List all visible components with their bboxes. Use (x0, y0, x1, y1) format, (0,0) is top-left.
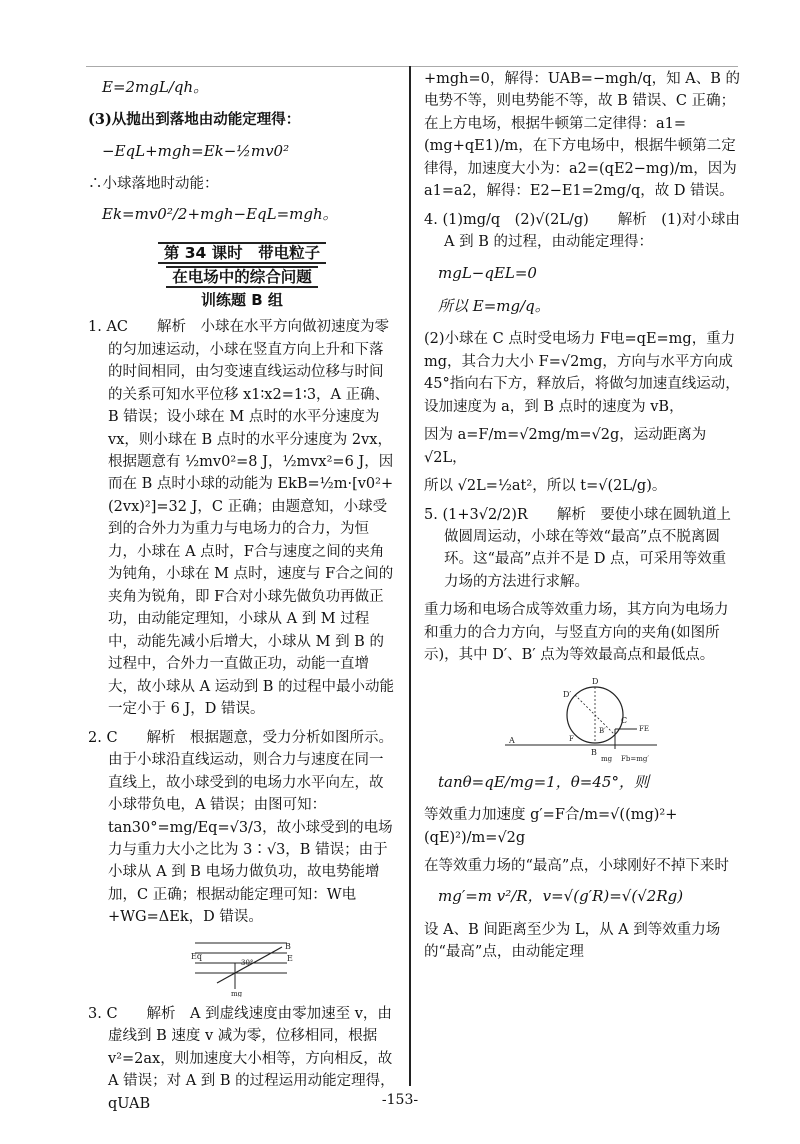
answer-5-eq2: 等效重力加速度 g′=F合/m=√((mg)²+(qE)²)/m=√2g (424, 807, 678, 846)
label-a: A (509, 735, 515, 745)
kinetic-equation: Ek=mv0²/2+mgh−EqL=mgh。 (102, 205, 338, 224)
left-column (88, 68, 396, 1121)
answer-5-eq1: tanθ=qE/mg=1，θ=45°，则 (438, 772, 649, 791)
part3-equation: −EqL+mgh=Ek−½mv0² (102, 141, 290, 160)
answer-4-eq2: 所以 E=mg/q。 (438, 297, 550, 315)
answer-5-eq3: mg′=m v²/R，v=√(g′R)=√(√2Rg) (438, 887, 684, 906)
answer-3-continued: +mgh=0，解得：UAB=−mgh/q，知 A、B 的电势不等，则电势能不等，故 B 错误、C 正确；在上方电场，根据牛顿第二定律得：a1=(mg+qE1)/m，在下方电场中，根据牛顿第二定律得，加速度大小为：a2=(qE2−mg)/m，因为 a1=a2，解得：E2−E1=2mg/q，故 D 错误。 (424, 71, 740, 200)
label-d: D (592, 676, 599, 686)
answer-5-paragraph-4: 设 A、B 间距离至少为 L，从 A 到等效重力场的“最高”点，由动能定理 (424, 921, 721, 961)
answer-4-eq4: 所以 √2L=½at²，所以 t=√(2L/g)。 (424, 478, 667, 495)
label-angle: 30° (241, 958, 254, 967)
answer-3: 3. C 解析 A 到虚线速度由零加速至 v，由虚线到 B 速度 v 减为零，位移相同，根据 v²=2ax，则加速度大小相等，方向相反，故 A 错误；对 A 到 B 的过程运用动能定理得，qUAB (88, 1005, 395, 1112)
force-diagram-1 (187, 935, 297, 997)
label-mg-2: mg (601, 754, 613, 763)
label-f: F (569, 734, 574, 743)
right-column (424, 68, 740, 970)
label-fmg: Fb=mg′ (621, 754, 649, 763)
column-divider (409, 66, 411, 1086)
label-c: C (621, 715, 628, 725)
answer-5-paragraph-2: 重力场和电场合成等效重力场，其方向为电场力和重力的合力方向，与竖直方向的夹角(如图所示)，其中 D′、B′ 点为等效最高点和最低点。 (424, 602, 729, 664)
label-b: B (591, 747, 597, 757)
label-fe: FE (639, 724, 649, 733)
label-d-prime: D′ (563, 689, 572, 699)
answer-2: 2. C 解析 根据题意，受力分析如图所示。由于小球沿直线运动，则合力与速度在同一直线上，故小球受到的电场力水平向左，故小球带负电，A 错误；由图可知：tan30°=mg/Eq=√3/3，故小球受到的电场力与重力大小之比为 3∶√3，B 错误；由于小球从 A 到 B 电场力做负功，故电势能增加，C 正确；根据动能定理可知：W电+WG=ΔEk，D 错误。 (88, 729, 394, 926)
lesson-title: 第 34 课时 带电粒子 (158, 242, 326, 264)
label-eq: Eq (191, 951, 202, 961)
kinetic-label: ∴小球落地时动能： (88, 175, 219, 192)
lesson-heading (88, 241, 396, 313)
top-rule (86, 66, 738, 67)
answer-5-paragraph-3: 在等效重力场的“最高”点，小球刚好不掉下来时 (424, 858, 729, 874)
lesson-title-2: 在电场中的综合问题 (166, 266, 318, 288)
force-diagram-2 (497, 673, 667, 763)
page-number: -153- (381, 1092, 419, 1108)
answer-1: 1. AC 解析 小球在水平方向做初速度为零的匀加速运动，小球在竖直方向上升和下落的时间相同，由匀变速直线运动位移与时间的关系可知水平位移 x1∶x2=1∶3，A 正确、B 错误；设小球在 M 点时的水平分速度为 vx，则小球在 B 点时的水平分速度为 2vx，根据题意有 ½mv0²=8 J，½mvx²=6 J，因而在 B 点时小球的动能为 EkB=½m·[v0²+(2vx)²]=32 J，C 正确；由题意知，小球受到的合外力为重力与电场力的合力，为恒力，小球在 A 点时，F合与速度之间的夹角为钝角，小球在 M 点时，速度与 F合之间的夹角为锐角，即 F合对小球先做负功再做正功，由动能定理知，小球从 A 到 M 过程中，动能先减小后增大，小球从 M 到 B 的过程中，合外力一直做正功，动能一直增大，故小球从 A 运动到 B 的过程中最小动能一定小于 6 J，D 错误。 (88, 319, 395, 718)
group-title: 训练题 B 组 (201, 290, 283, 309)
answer-4-part2: (2)小球在 C 点时受电场力 F电=qE=mg，重力 mg，其合力大小 F=√2mg，方向与水平方向成 45°指向右下方，释放后，将做匀加速直线运动，设加速度为 a，到 B 点时的速度为 vB， (424, 331, 740, 415)
label-b: B (285, 941, 291, 951)
label-e: E (287, 953, 293, 963)
intro-equation: E=2mgL/qh。 (102, 78, 209, 96)
answer-5-head: 5. (1+3√2/2)R 解析 要使小球在圆轨道上做圆周运动，小球在等效“最高”点不脱离圆环。这“最高”点并不是 D 点，可采用等效重力场的方法进行求解。 (424, 506, 731, 590)
part3-label: (3)从抛出到落地由动能定理得： (88, 111, 301, 129)
answer-4-head: 4. (1)mg/q (2)√(2L/g) 解析 (1)对小球由 A 到 B 的过程，由动能定理得： (424, 211, 740, 251)
label-mg: mg (231, 989, 243, 997)
label-b-prime: B′ (599, 726, 606, 735)
answer-4-eq1: mgL−qEL=0 (438, 263, 537, 282)
answer-4-eq3: 因为 a=F/m=√2mg/m=√2g，运动距离为 √2L， (424, 427, 707, 466)
